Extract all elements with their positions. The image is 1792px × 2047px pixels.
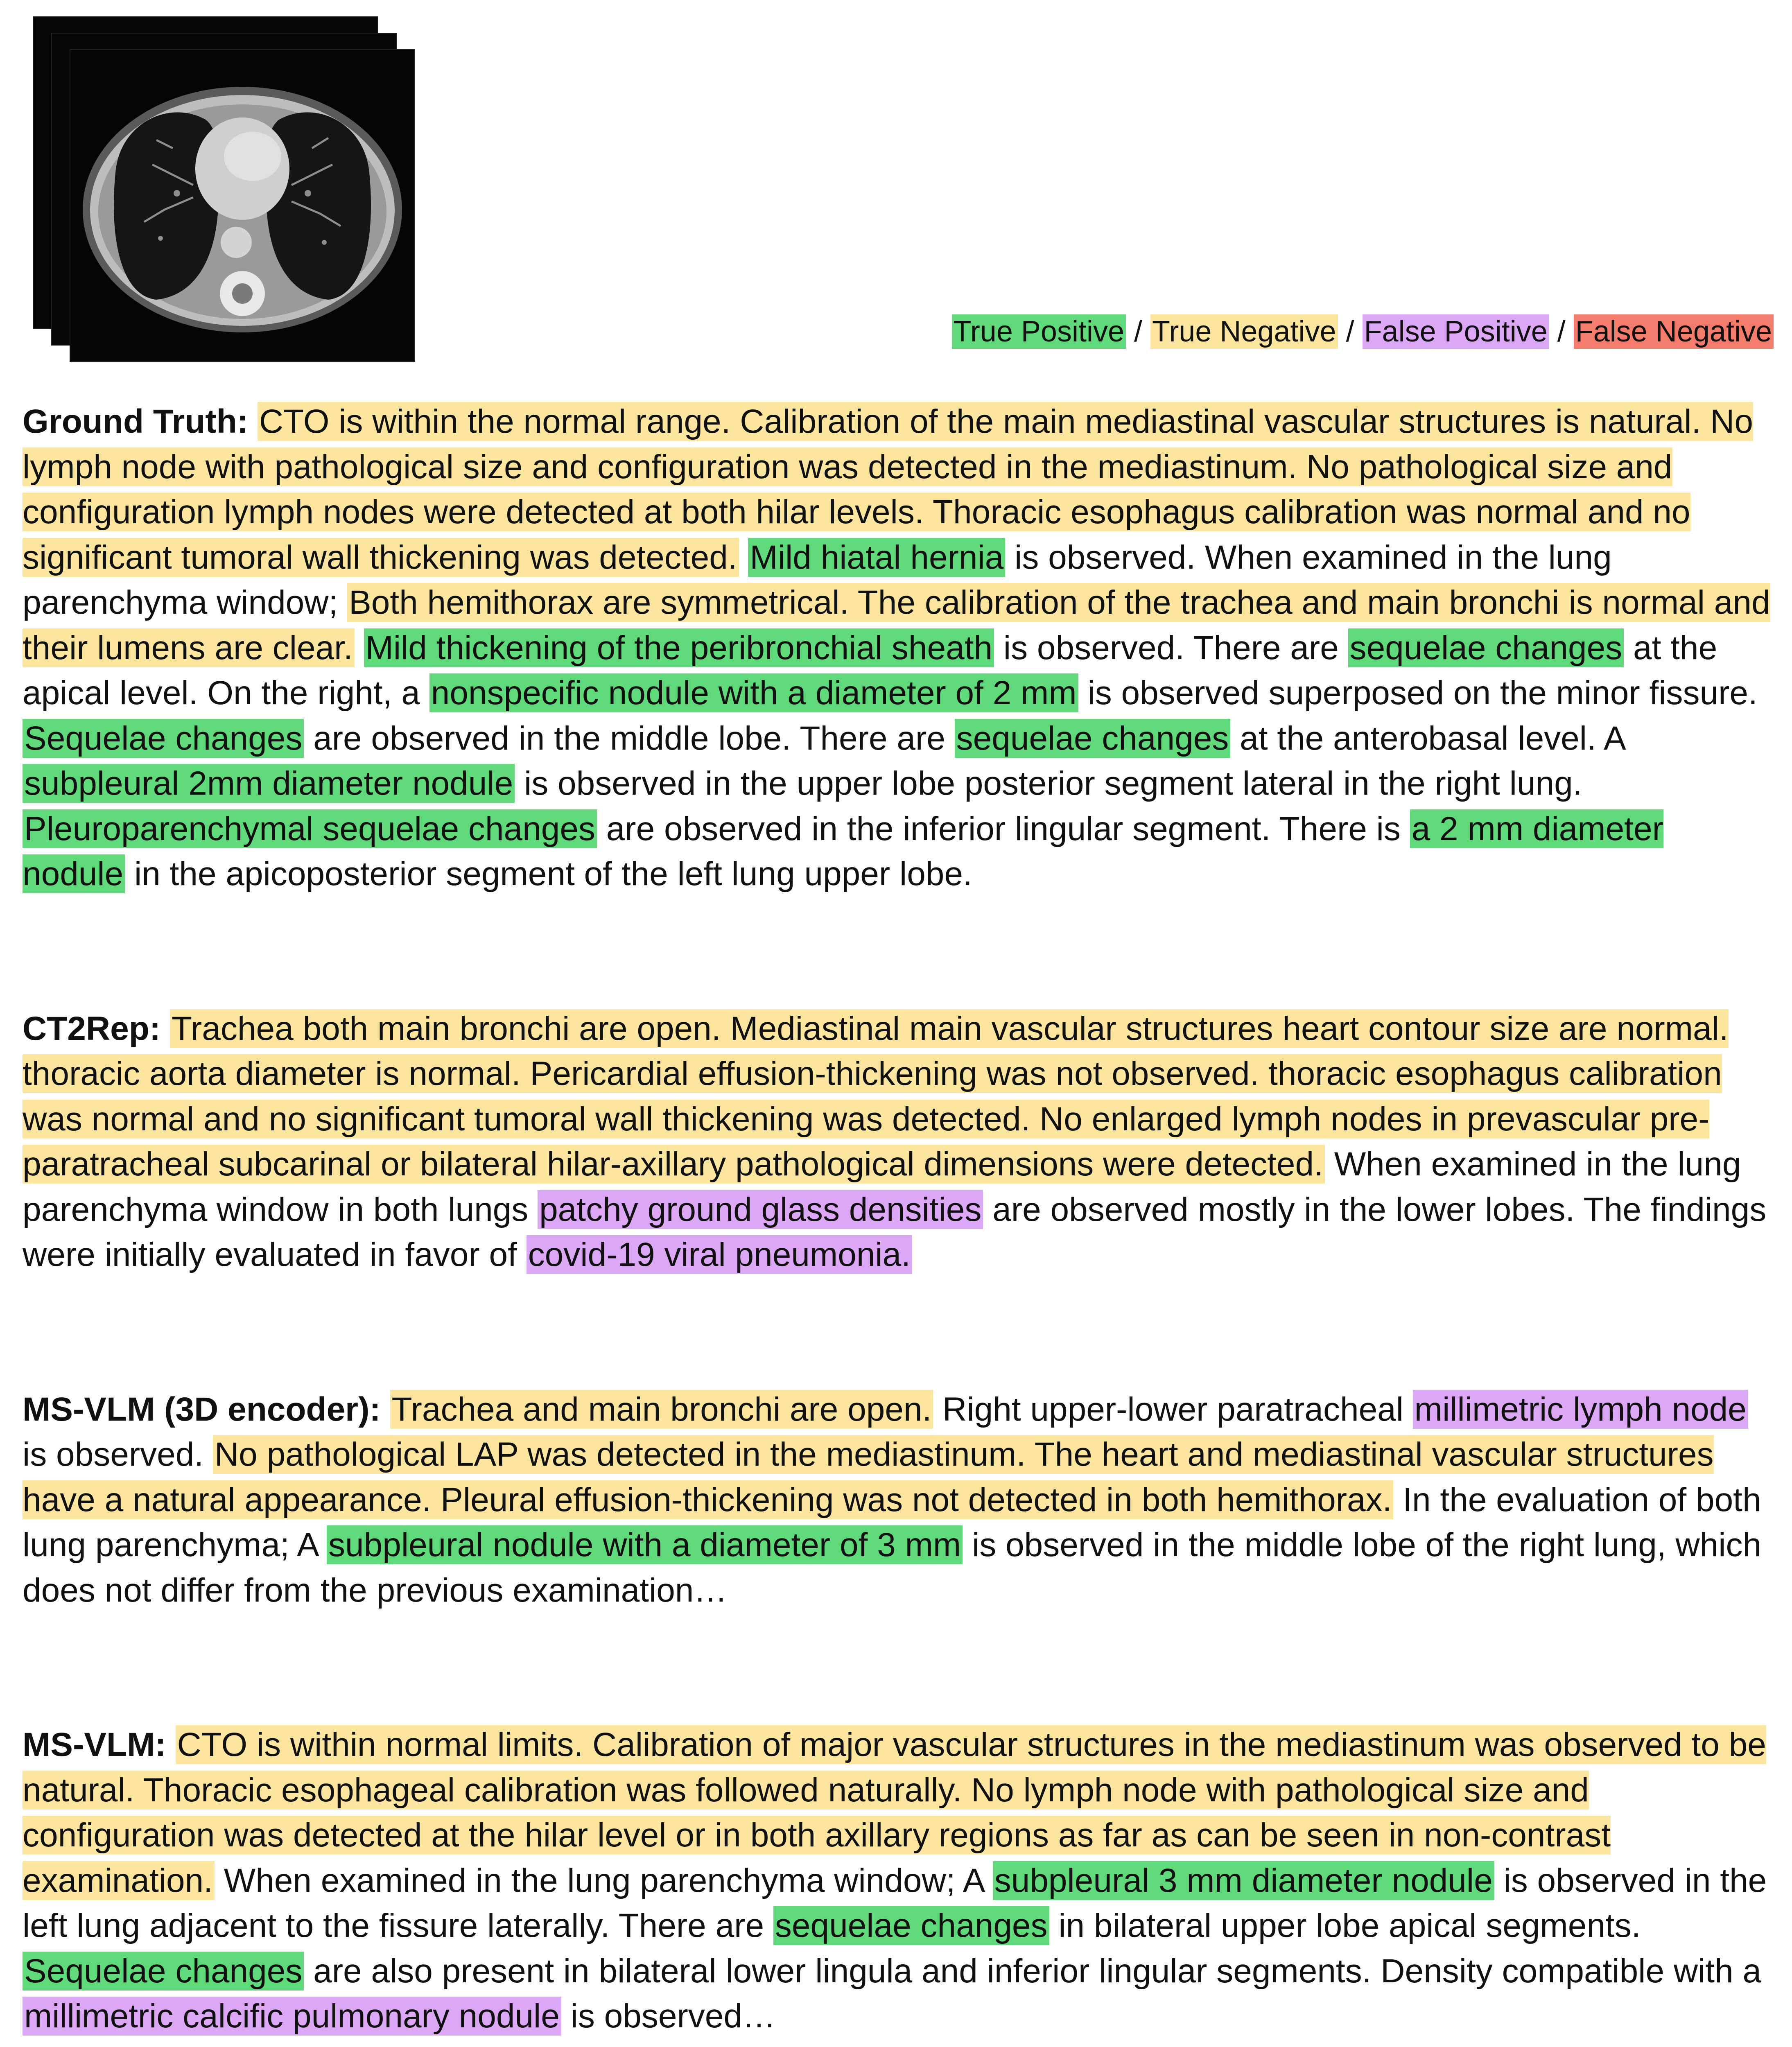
legend-separator: / xyxy=(1338,315,1363,348)
report-text xyxy=(739,539,748,576)
finding-tp: Sequelae changes xyxy=(23,719,304,758)
report-text: at the anterobasal level. A xyxy=(1230,719,1625,757)
finding-tn: Trachea both main bronchi are open. Mediastinal main vascular structures heart contour size are normal. thoracic aorta diameter is normal. Pericardial effusion-thickening was not observed. thoracic esophagus calibration was normal and no significant tumoral wall thickening was detected. No enlarged lymph nodes in prevascular pre-paratracheal subcarinal or bilateral hilar-axillary pathological dimensions were detected. xyxy=(23,1010,1729,1183)
finding-tn: CTO is within the normal range. Calibration of the main mediastinal vascular structures is natural. No lymph node with pathological size and configuration was detected in the mediastinum. No pathological size and configuration lymph nodes were detected at both hilar levels. Thoracic esophagus calibration was normal and no significant tumoral wall thickening was detected. xyxy=(23,403,1753,576)
model-label: MS-VLM: xyxy=(23,1726,166,1763)
finding-tp: Mild hiatal hernia xyxy=(748,538,1005,577)
finding-fp: millimetric calcific pulmonary nodule xyxy=(23,1997,561,2036)
legend-true-negative: True Negative xyxy=(1150,314,1338,349)
report-text: In the evaluation of both lung parenchyma; A xyxy=(23,1481,1761,1563)
finding-tn: Both hemithorax are symmetrical. The calibration of the trachea and main bronchi is normal and their lumens are clear. xyxy=(23,584,1770,667)
report-text: is observed in the left lung adjacent to the fissure laterally. There are xyxy=(23,1862,1767,1944)
legend-separator: / xyxy=(1126,315,1151,348)
ct-chest-scan-image xyxy=(70,50,414,361)
report-text: is observed… xyxy=(561,1997,776,2035)
report-text: is observed in the middle lobe of the right lung, which does not differ from the previous examination… xyxy=(23,1526,1762,1609)
finding-fp: millimetric lymph node xyxy=(1413,1390,1748,1429)
finding-fp: covid-19 viral pneumonia. xyxy=(527,1235,912,1274)
legend-separator: / xyxy=(1549,315,1574,348)
model-label: MS-VLM (3D encoder): xyxy=(23,1390,381,1428)
finding-tp: sequelae changes xyxy=(773,1906,1049,1945)
finding-tn: CTO is within normal limits. Calibration of major vascular structures in the mediastinum was observed to be natural. Thoracic esophageal calibration was followed naturally. No lymph node with pathological size and configuration was detected at the hilar level or in both axillary regions as far as can be seen in non-contrast examination. xyxy=(23,1726,1766,1899)
finding-tp: a 2 mm diameter nodule xyxy=(23,810,1663,892)
finding-tp: subpleural 2mm diameter nodule xyxy=(23,764,515,803)
finding-tp: subpleural 3 mm diameter nodule xyxy=(993,1861,1494,1900)
finding-tp: subpleural nodule with a diameter of 3 mm xyxy=(327,1525,963,1564)
report-text: When examined in the lung parenchyma window; A xyxy=(214,1862,993,1899)
color-legend xyxy=(952,312,1774,351)
finding-tp: sequelae changes xyxy=(955,719,1231,758)
legend-true-positive: True Positive xyxy=(952,314,1126,349)
ct-image-stack xyxy=(33,16,414,360)
ct-slice-front xyxy=(70,49,415,362)
report-text: is observed. When examined in the lung parenchyma window; xyxy=(23,538,1612,621)
report-comparison xyxy=(23,399,1775,2047)
report-text: are observed in the middle lobe. There are xyxy=(304,719,955,757)
report-text: is observed in the upper lobe posterior segment lateral in the right lung. xyxy=(515,765,1582,802)
report-text xyxy=(160,1010,170,1047)
finding-tp: Mild thickening of the peribronchial sheath xyxy=(364,628,994,667)
model-label: Ground Truth: xyxy=(23,403,249,440)
finding-fp: patchy ground glass densities xyxy=(538,1190,983,1229)
report-text: are also present in bilateral lower lingula and inferior lingular segments. Density compatible with a xyxy=(304,1952,1762,1990)
report-text: at the apical level. On the right, a xyxy=(23,629,1717,712)
report-text: are observed mostly in the lower lobes. The findings were initially evaluated in favor of xyxy=(23,1191,1767,1273)
report-ms-vlm xyxy=(23,1722,1775,2039)
finding-tn: Trachea and main bronchi are open. xyxy=(390,1390,933,1429)
report-text xyxy=(248,403,258,440)
finding-tp: sequelae changes xyxy=(1348,628,1624,667)
report-text xyxy=(381,1391,390,1428)
report-ct2rep xyxy=(23,1006,1775,1278)
legend-false-negative: False Negative xyxy=(1574,314,1774,349)
report-text: Right upper-lower paratracheal xyxy=(933,1390,1413,1428)
finding-tp: Sequelae changes xyxy=(23,1952,304,1991)
finding-tp: nonspecific nodule with a diameter of 2 mm xyxy=(429,673,1078,712)
report-text: in the apicoposterior segment of the left lung upper lobe. xyxy=(125,855,972,892)
report-text: are observed in the inferior lingular segment. There is xyxy=(597,810,1410,847)
report-text xyxy=(355,629,364,667)
report-text: in bilateral upper lobe apical segments. xyxy=(1049,1907,1641,1944)
report-ground-truth xyxy=(23,399,1775,897)
report-text xyxy=(166,1726,176,1763)
finding-tn: No pathological LAP was detected in the mediastinum. The heart and mediastinal vascular structures have a natural appearance. Pleural effusion-thickening was not detected in both hemithorax. xyxy=(23,1436,1714,1518)
report-text: is observed. xyxy=(23,1436,213,1473)
finding-tp: Pleuroparenchymal sequelae changes xyxy=(23,809,597,848)
report-text: When examined in the lung parenchyma window in both lungs xyxy=(23,1146,1741,1228)
report-text: is observed. There are xyxy=(994,629,1348,667)
model-label: CT2Rep: xyxy=(23,1010,161,1047)
report-text: is observed superposed on the minor fissure. xyxy=(1078,674,1758,712)
report-ms-vlm-3d-encoder xyxy=(23,1387,1775,1613)
legend-false-positive: False Positive xyxy=(1363,314,1549,349)
